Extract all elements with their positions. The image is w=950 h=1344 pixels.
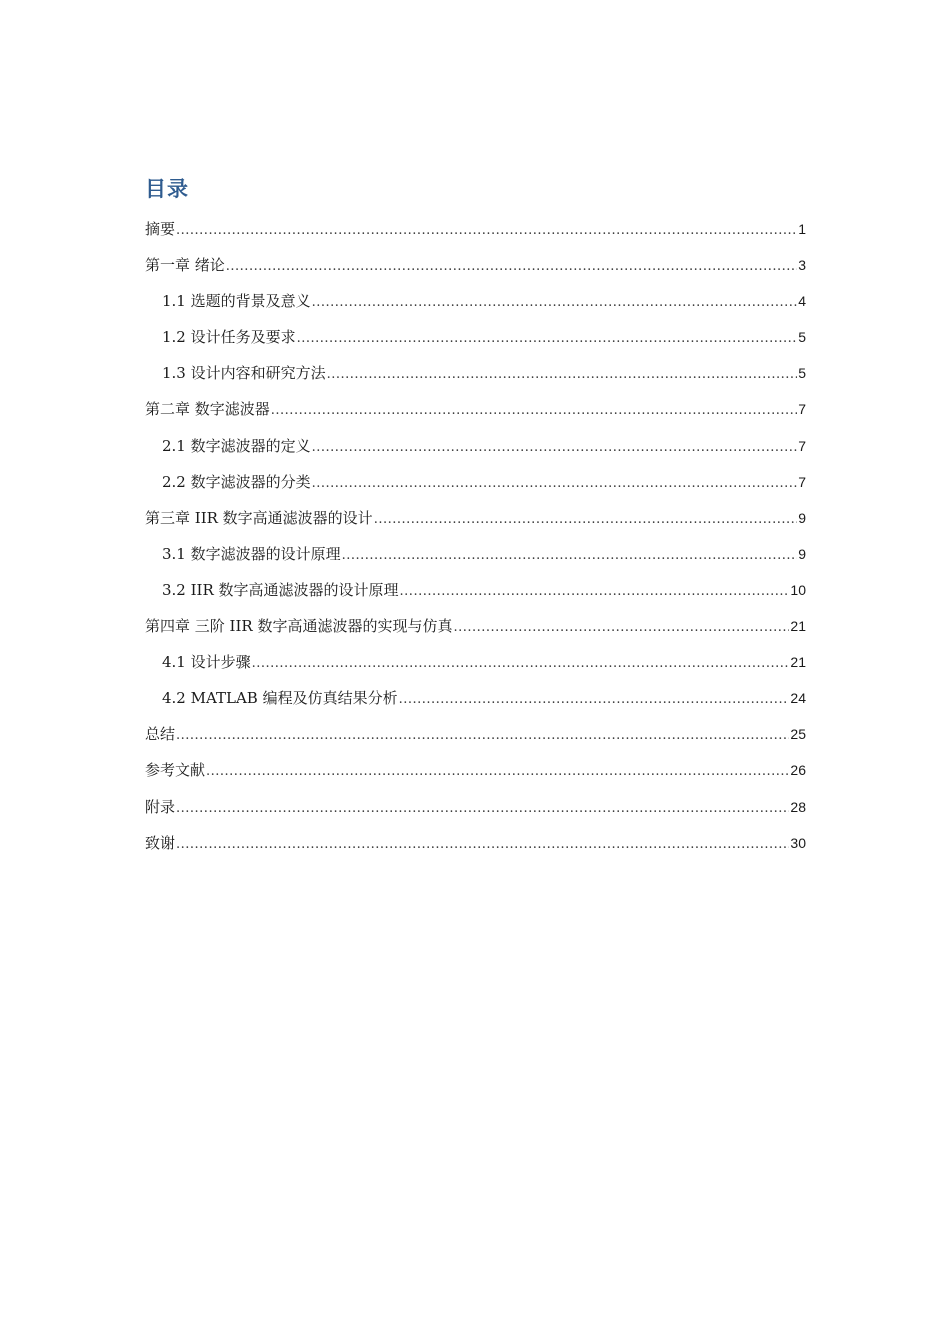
toc-dot-leader: [271, 396, 797, 424]
toc-entry-label: 3.1 数字滤波器的设计原理: [162, 544, 341, 563]
toc-entry-label: 4.1 设计步骤: [162, 653, 251, 672]
toc-entry-summary[interactable]: [145, 721, 806, 757]
toc-dot-leader: [176, 830, 789, 858]
toc-page-number: 10: [790, 581, 806, 598]
toc-entry-section-1-1[interactable]: [145, 288, 806, 324]
toc-page-number: 28: [790, 798, 806, 815]
toc-page-number: 7: [798, 437, 806, 454]
toc-entry-label: 2.1 数字滤波器的定义: [162, 436, 311, 455]
toc-dot-leader: [312, 288, 798, 316]
toc-entry-section-3-1[interactable]: [145, 541, 806, 577]
toc-entry-label: 摘要: [145, 220, 176, 238]
toc-entry-label: 第二章 数字滤波器: [145, 400, 270, 419]
toc-page-number: 9: [798, 509, 806, 526]
toc-entry-label: 第四章 三阶 IIR 数字高通滤波器的实现与仿真: [145, 617, 453, 636]
toc-entry-label: 附录: [145, 797, 176, 816]
toc-entry-label: 第一章 绪论: [145, 256, 225, 275]
toc-dot-leader: [176, 216, 797, 244]
toc-entry-abstract[interactable]: [145, 216, 806, 252]
toc-entry-label: 总结: [145, 725, 176, 744]
toc-page-number: 4: [798, 293, 806, 310]
toc-entry-chapter-1[interactable]: [145, 252, 806, 288]
toc-dot-leader: [400, 577, 790, 605]
toc-dot-leader: [176, 721, 789, 749]
toc-entry-chapter-4[interactable]: [145, 613, 806, 649]
toc-dot-leader: [312, 433, 798, 461]
toc-entry-section-1-2[interactable]: [145, 324, 806, 360]
toc-entry-label: 4.2 MATLAB 编程及仿真结果分析: [162, 689, 398, 708]
toc-page-number: 1: [798, 221, 806, 237]
toc-entry-label: 1.2 设计任务及要求: [162, 328, 296, 347]
toc-entry-label: 2.2 数字滤波器的分类: [162, 472, 311, 491]
toc-page-number: 21: [790, 654, 806, 671]
toc-title: 目录: [145, 177, 189, 201]
toc-dot-leader: [176, 794, 789, 822]
toc-dot-leader: [374, 505, 798, 533]
toc-page-number: 5: [798, 365, 806, 382]
toc-entry-chapter-3[interactable]: [145, 505, 806, 541]
toc-entry-section-4-1[interactable]: [145, 649, 806, 685]
toc-entry-chapter-2[interactable]: [145, 396, 806, 432]
toc-entry-label: 3.2 IIR 数字高通滤波器的设计原理: [162, 580, 399, 599]
toc-page-number: 30: [790, 834, 806, 851]
toc-dot-leader: [399, 685, 790, 713]
toc-page-number: 3: [798, 257, 806, 274]
toc-dot-leader: [312, 469, 798, 497]
toc-entry-references[interactable]: [145, 757, 806, 793]
toc-page-number: 21: [790, 618, 806, 635]
toc-dot-leader: [226, 252, 797, 280]
toc-dot-leader: [327, 360, 798, 388]
toc-page-number: 9: [798, 545, 806, 562]
toc-entry-section-4-2[interactable]: [145, 685, 806, 721]
toc-entry-section-3-2[interactable]: [145, 577, 806, 613]
toc-page-number: 25: [790, 726, 806, 743]
toc-entry-appendix[interactable]: [145, 794, 806, 830]
toc-page-number: 24: [790, 690, 806, 707]
toc-entry-label: 1.3 设计内容和研究方法: [162, 364, 326, 383]
toc-dot-leader: [453, 613, 789, 641]
toc-entry-label: 第三章 IIR 数字高通滤波器的设计: [145, 508, 373, 527]
toc-entry-label: 1.1 选题的背景及意义: [162, 292, 311, 311]
toc-page-number: 7: [798, 473, 806, 490]
toc-dot-leader: [252, 649, 790, 677]
toc-entry-label: 致谢: [145, 833, 176, 852]
toc-list: [145, 216, 806, 866]
toc-dot-leader: [297, 324, 798, 352]
toc-entry-section-2-1[interactable]: [145, 433, 806, 469]
toc-entry-section-2-2[interactable]: [145, 469, 806, 505]
toc-page-number: 5: [798, 329, 806, 346]
toc-page-number: 26: [790, 762, 806, 779]
toc-page-number: 7: [798, 401, 806, 418]
toc-dot-leader: [206, 757, 789, 785]
toc-entry-section-1-3[interactable]: [145, 360, 806, 396]
toc-entry-acknowledgements[interactable]: [145, 830, 806, 866]
toc-dot-leader: [342, 541, 798, 569]
toc-entry-label: 参考文献: [145, 761, 206, 780]
